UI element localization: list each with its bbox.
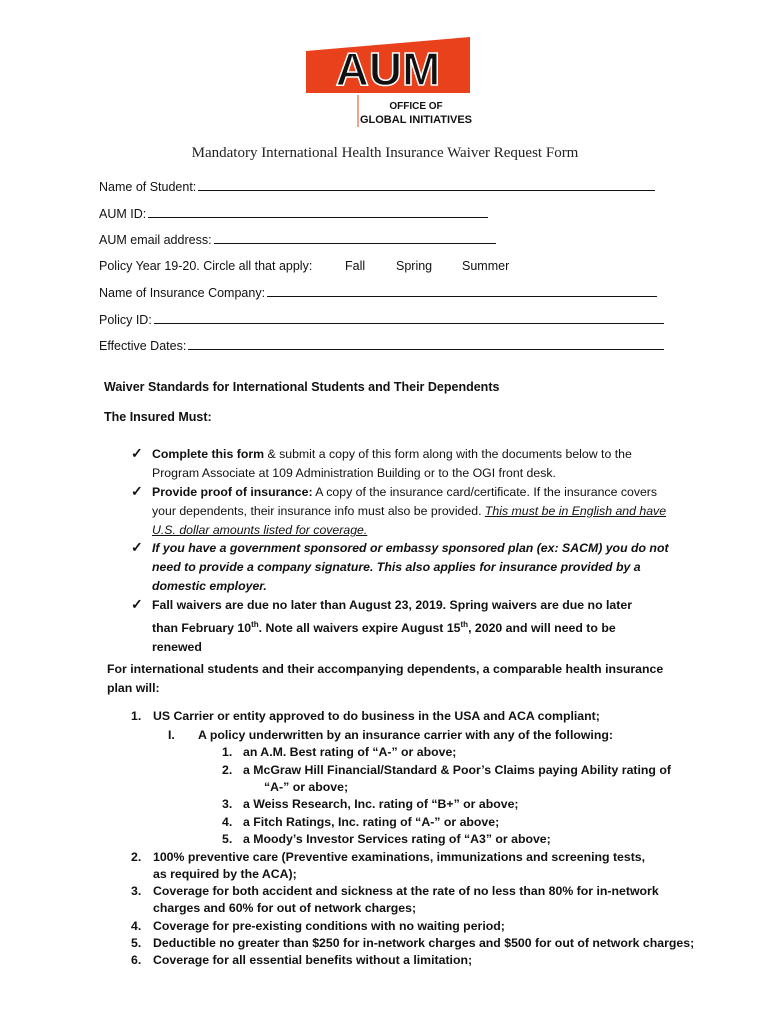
sub-item: “A-” or above; <box>264 780 349 794</box>
list-item: Coverage for both accident and sickness at the rate of no less than 80% for in-network <box>153 884 659 898</box>
svg-text:GLOBAL INITIATIVES: GLOBAL INITIATIVES <box>359 114 473 126</box>
check-item-proof: Provide proof of insurance: A copy of the insurance card/certificate. If the insurance covers your dependents, their insurance info must also be provided. This must be in English and have U.S. dollar amounts listed for coverage. <box>152 485 667 537</box>
aum-logo <box>298 33 478 127</box>
policy-id-label: Policy ID: <box>99 313 152 327</box>
effective-dates-label: Effective Dates: <box>99 339 187 353</box>
list-number: 1. <box>131 709 142 723</box>
svg-text:AUM: AUM <box>335 43 441 95</box>
list-item: Coverage for pre-existing conditions with no waiting period; <box>153 919 505 933</box>
list-item: 100% preventive care (Preventive examinations, immunizations and screening tests, <box>153 850 646 864</box>
form-title: Mandatory International Health Insurance Waiver Request Form <box>191 145 579 161</box>
check-icon: ✓ <box>131 445 143 461</box>
check-icon: ✓ <box>131 596 143 612</box>
effective-dates-field[interactable] <box>99 338 664 353</box>
term-spring-option[interactable]: Spring <box>396 259 433 273</box>
svg-text:OFFICE OF: OFFICE OF <box>389 101 443 112</box>
policy-id-field[interactable] <box>99 312 664 327</box>
sub-item: a Moody’s Investor Services rating of “A3” or above; <box>243 832 551 846</box>
list-item: A policy underwritten by an insurance carrier with any of the following: <box>198 728 613 742</box>
sub-number: 5. <box>222 832 233 846</box>
insurance-company-label: Name of Insurance Company: <box>99 286 266 300</box>
list-item: US Carrier or entity approved to do business in the USA and ACA compliant; <box>153 709 600 723</box>
list-number: 3. <box>131 884 142 898</box>
check-icon: ✓ <box>131 539 143 555</box>
list-item: Coverage for all essential benefits without a limitation; <box>153 953 473 967</box>
term-fall-option[interactable]: Fall <box>345 259 366 273</box>
sub-item: a Fitch Ratings, Inc. rating of “A-” or above; <box>243 815 500 829</box>
email-label: AUM email address: <box>99 233 212 247</box>
policy-year-label: Policy Year 19-20. Circle all that apply: <box>99 259 313 273</box>
check-item-government-plan: If you have a government sponsored or embassy sponsored plan (ex: SACM) you do not need to provide a company signature. This also applies for insurance provided by a domestic employer. <box>152 541 669 593</box>
student-name-label: Name of Student: <box>99 180 197 194</box>
list-number: 4. <box>131 919 142 933</box>
check-icon: ✓ <box>131 483 143 499</box>
sub-item: an A.M. Best rating of “A-” or above; <box>243 745 457 759</box>
list-number: 2. <box>131 850 142 864</box>
check-item-complete-form: Complete this form & submit a copy of this form along with the documents below to the Program Associate at 109 Administration Building or to the OGI front desk. <box>152 447 632 480</box>
aum-id-field[interactable] <box>99 206 488 221</box>
aum-id-label: AUM ID: <box>99 207 147 221</box>
list-item: Deductible no greater than $250 for in-network charges and $500 for out of network charges; <box>153 936 695 950</box>
sub-number: 4. <box>222 815 233 829</box>
student-name-field[interactable] <box>99 179 655 194</box>
sub-number: 3. <box>222 797 233 811</box>
insured-heading: The Insured Must: <box>104 410 212 424</box>
sub-item: a Weiss Research, Inc. rating of “B+” or above; <box>243 797 519 811</box>
list-number: 6. <box>131 953 142 967</box>
comparable-intro: For international students and their accompanying dependents, a comparable health insurance plan will: <box>107 662 664 695</box>
list-roman: I. <box>168 728 175 742</box>
standards-heading: Waiver Standards for International Students and Their Dependents <box>104 380 500 394</box>
sub-number: 2. <box>222 763 233 777</box>
list-item: as required by the ACA); <box>153 867 297 881</box>
list-item: charges and 60% for out of network charges; <box>153 901 417 915</box>
sub-number: 1. <box>222 745 233 759</box>
insurance-company-field[interactable] <box>99 285 657 300</box>
list-number: 5. <box>131 936 142 950</box>
check-item-deadlines: Fall waivers are due no later than August 23, 2019. Spring waivers are due no later than February 10th. Note all waivers expire August 15th, 2020 and will need to be renewed <box>152 598 632 655</box>
email-field[interactable] <box>99 232 496 247</box>
sub-item: a McGraw Hill Financial/Standard & Poor’s Claims paying Ability rating of <box>243 763 671 777</box>
term-summer-option[interactable]: Summer <box>462 259 510 273</box>
